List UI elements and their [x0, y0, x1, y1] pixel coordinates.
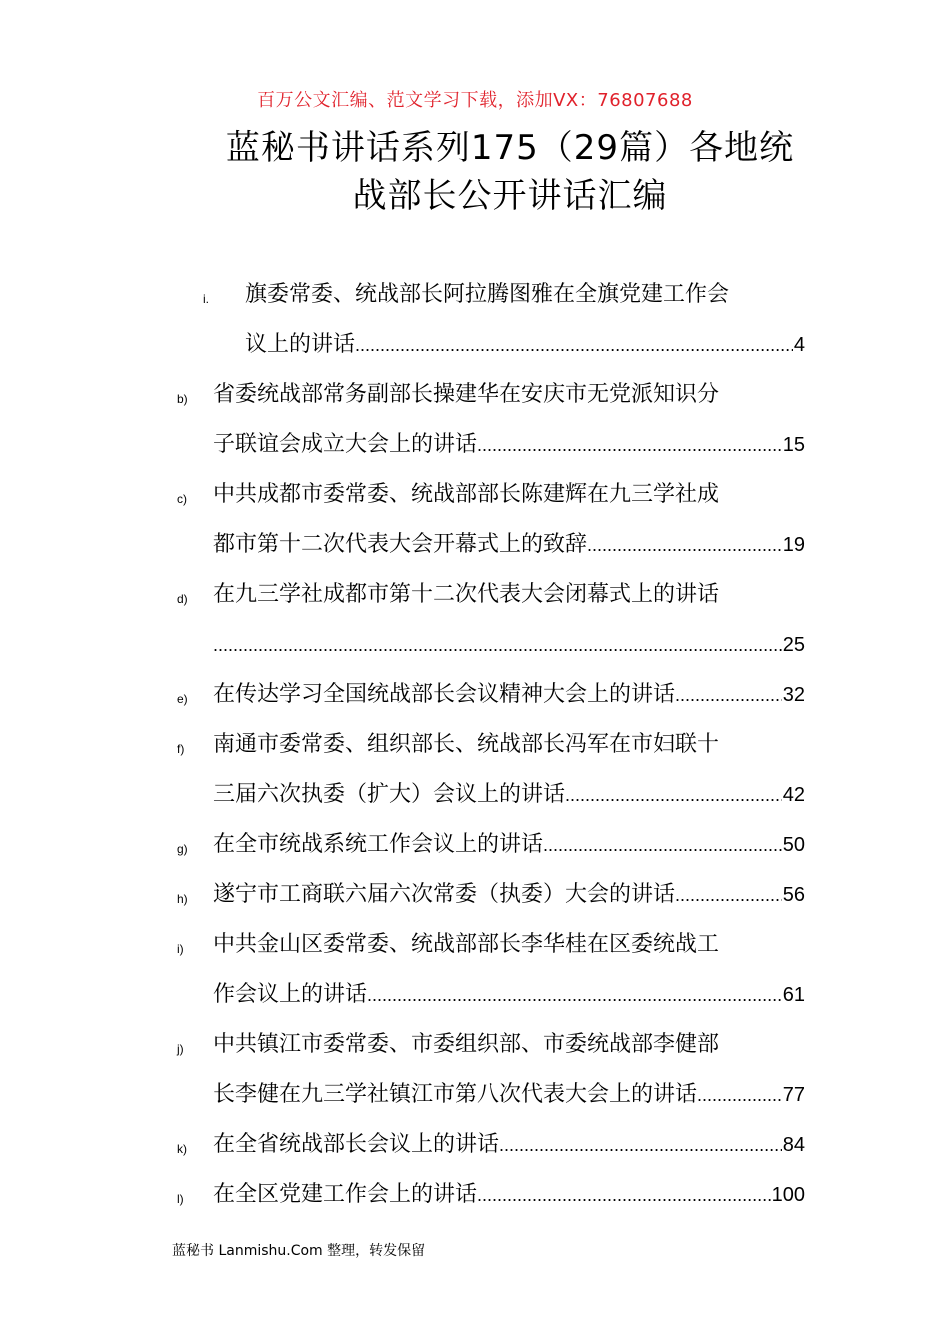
toc-page-number: 61 — [782, 984, 805, 1006]
toc-entry-text: 在传达学习全国统战部长会议精神大会上的讲话 — [213, 682, 676, 707]
toc-entry-marker: l) — [177, 1192, 184, 1206]
toc-entry-marker: c) — [177, 492, 187, 506]
toc-page-number: 77 — [782, 1084, 805, 1106]
toc-page-number: 15 — [782, 434, 805, 456]
toc-entry-last-line — [213, 1120, 805, 1170]
toc-entry-last-line — [213, 520, 805, 570]
toc-page-number: 84 — [782, 1134, 805, 1156]
toc-entry-text: 都市第十二次代表大会开幕式上的致辞 — [213, 532, 588, 557]
toc-entry-marker: g) — [177, 842, 188, 856]
toc-entry-text: 在九三学社成都市第十二次代表大会闭幕式上的讲话 — [213, 582, 720, 607]
toc-entry-text: 中共镇江市委常委、市委组织部、市委统战部李健部 — [213, 1032, 720, 1057]
toc-entry-marker: k) — [177, 1142, 187, 1156]
toc-entry-marker: d) — [177, 592, 188, 606]
toc-entry-text: 中共金山区委常委、统战部部长李华桂在区委统战工 — [213, 932, 720, 957]
toc-leader-dots — [499, 1120, 782, 1170]
toc-leader-dots — [697, 1070, 782, 1120]
toc-entry-last-line — [213, 620, 805, 670]
toc-entry-last-line — [213, 1070, 805, 1120]
toc-page-number: 32 — [782, 684, 805, 706]
toc-page-number: 42 — [782, 784, 805, 806]
footer-note: 蓝秘书 Lanmishu.Com 整理，转发保留 — [172, 1243, 426, 1259]
toc-page-number: 50 — [782, 834, 805, 856]
toc-entry-text: 遂宁市工商联六届六次常委（执委）大会的讲话 — [213, 882, 676, 907]
toc-page-number: 100 — [771, 1184, 805, 1206]
toc-entry-text: 议上的讲话 — [245, 332, 356, 357]
toc-entry-marker: j) — [177, 1042, 184, 1056]
toc-leader-dots — [675, 870, 782, 920]
download-banner: 百万公文汇编、范文学习下载，添加VX：76807688 — [257, 90, 693, 111]
toc-page-number: 56 — [782, 884, 805, 906]
toc-entry-last-line — [213, 820, 805, 870]
toc-entry-text: 省委统战部常务副部长操建华在安庆市无党派知识分 — [213, 382, 720, 407]
toc-entry-marker: h) — [177, 892, 188, 906]
toc-entry-marker: i) — [177, 942, 184, 956]
toc-entry-text: 作会议上的讲话 — [213, 982, 368, 1007]
toc-leader-dots — [355, 320, 793, 370]
toc-entry-last-line — [213, 1170, 805, 1220]
toc-entry-last-line — [245, 320, 805, 370]
title-line-2: 战部长公开讲话汇编 — [352, 176, 668, 216]
toc-entry-text: 在全市统战系统工作会议上的讲话 — [213, 832, 544, 857]
toc-leader-dots — [477, 420, 782, 470]
toc-leader-dots — [367, 970, 782, 1020]
toc-entry-text: 在全区党建工作会上的讲话 — [213, 1182, 478, 1207]
toc-page-number: 25 — [782, 634, 805, 656]
toc-leader-dots — [565, 770, 782, 820]
toc-entry-text: 长李健在九三学社镇江市第八次代表大会上的讲话 — [213, 1082, 698, 1107]
toc-leader-dots — [675, 670, 782, 720]
toc-entry-text: 在全省统战部长会议上的讲话 — [213, 1132, 500, 1157]
toc-leader-dots — [477, 1170, 771, 1220]
toc-entry-last-line — [213, 970, 805, 1020]
toc-entry-marker: b) — [177, 392, 188, 406]
title-line-1: 蓝秘书讲话系列175（29篇）各地统 — [225, 128, 795, 168]
toc-entry-marker: i. — [203, 292, 209, 306]
toc-entry-last-line — [213, 670, 805, 720]
toc-entry-text: 中共成都市委常委、统战部部长陈建辉在九三学社成 — [213, 482, 720, 507]
toc-entry-last-line — [213, 870, 805, 920]
toc-entry-text: 三届六次执委（扩大）会议上的讲话 — [213, 782, 566, 807]
toc-page-number: 19 — [782, 534, 805, 556]
toc-entry-text: 旗委常委、统战部长阿拉腾图雅在全旗党建工作会 — [245, 282, 730, 307]
toc-page-number: 4 — [793, 334, 805, 356]
toc-leader-dots — [543, 820, 782, 870]
toc-entry-marker: f) — [177, 742, 185, 756]
toc-leader-dots — [587, 520, 782, 570]
toc-entry-text: 南通市委常委、组织部长、统战部长冯军在市妇联十 — [213, 732, 720, 757]
toc-leader-dots — [213, 620, 782, 670]
document-title — [190, 124, 830, 220]
toc-entry-text: 子联谊会成立大会上的讲话 — [213, 432, 478, 457]
toc-entry-last-line — [213, 420, 805, 470]
toc-entry-last-line — [213, 770, 805, 820]
toc-entry-marker: e) — [177, 692, 188, 706]
